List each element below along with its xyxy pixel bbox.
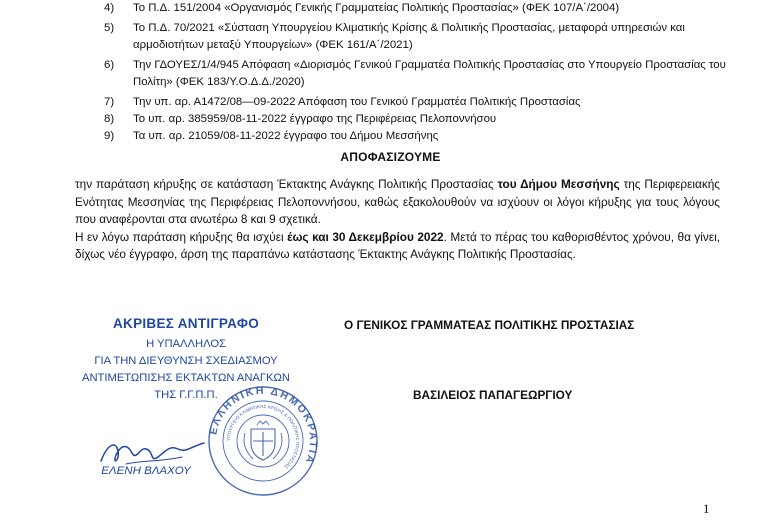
reference-item [0, 57, 781, 91]
page-number: 1 [703, 501, 710, 516]
copy-stamp-line: Η ΥΠΑΛΛΗΛΟΣ [146, 338, 226, 350]
reference-text: Το Π.Δ. 151/2004 «Οργανισμός Γενικής Γραμματείας Πολιτικής Προστασίας» (ΦΕΚ 107/Α΄/2004) [133, 2, 620, 14]
decision-body [75, 176, 720, 264]
official-seal [207, 385, 319, 497]
reference-text: Την ΓΔΟΥΕΣ/1/4/945 Απόφαση «Διορισμός Γενικού Γραμματέα Πολιτικής Προστασίας στο Υπουργείο Προστασίας του Πολίτη» (ΦΕΚ 183/Υ.Ο.Δ.Δ./2020) [133, 59, 726, 88]
reference-item [0, 94, 781, 111]
seal-inner-text: ΥΠΟΥΡΓΕΙΟ ΚΛΙΜΑΤΙΚΗΣ ΚΡΙΣΗΣ & ΠΟΛΙΤΙΚΗΣ ΠΡΟΣΤΑΣΙΑΣ [225, 403, 301, 470]
signatory-name: ΒΑΣΙΛΕΙΟΣ ΠΑΠΑΓΕΩΡΓΙΟΥ [413, 388, 573, 402]
reference-number: 8) [104, 113, 115, 125]
coat-of-arms-icon [244, 421, 282, 460]
reference-item [0, 111, 781, 128]
reference-item [0, 20, 781, 54]
reference-text: Το Π.Δ. 70/2021 «Σύσταση Υπουργείου Κλιματικής Κρίσης & Πολιτικής Προστασίας, μεταφορά υπηρεσιών και αρμοδιοτήτων μεταξύ Υπουργείων» (ΦΕΚ 161/Α΄/2021) [133, 22, 685, 51]
copy-signer-name: ΕΛΕΝΗ ΒΛΑΧΟΥ [101, 465, 191, 477]
decision-paragraph [75, 176, 720, 229]
signatory-title: Ο ΓΕΝΙΚΟΣ ΓΡΑΜΜΑΤΕΑΣ ΠΟΛΙΤΙΚΗΣ ΠΡΟΣΤΑΣΙΑΣ [344, 318, 635, 332]
decision-title: ΑΠΟΦΑΣΙΖΟΥΜΕ [340, 150, 441, 164]
municipality-name: του Δήμου Μεσσήνης [497, 177, 620, 191]
seal-outer-text: ΕΛΛΗΝΙΚΗ ΔΗΜΟΚΡΑΤΙΑ [207, 385, 319, 467]
copy-stamp-line: ΑΝΤΙΜΕΤΩΠΙΣΗΣ ΕΚΤΑΚΤΩΝ ΑΝΑΓΚΩΝ [82, 372, 290, 384]
reference-number: 5) [104, 22, 115, 34]
reference-text: Την υπ. αρ. Α1472/08—09-2022 Απόφαση του Γενικού Γραμματέα Πολιτικής Προστασίας [133, 96, 581, 108]
reference-list [0, 0, 781, 145]
reference-item [0, 128, 781, 145]
paragraph-text: της Περιφερειακής Ενότητας Μεσσηνίας της Περιφέρειας Πελοποννήσου, καθώς εξακολουθούν να ισχύουν οι λόγοι κήρυξης για τους λόγους που αναφέρονται στα ανωτέρω 8 και 9 σχετικά. [75, 177, 720, 226]
reference-number: 7) [104, 96, 115, 108]
deadline-date: έως και 30 Δεκεμβρίου 2022 [287, 229, 444, 244]
extension-paragraph [75, 229, 720, 264]
paragraph-text: την παράταση κήρυξης σε κατάσταση Έκτακτης Ανάγκης Πολιτικής Προστασίας [75, 177, 498, 191]
copy-stamp-line: ΤΗΣ Γ.Γ.Π.Π. [154, 389, 218, 401]
reference-number: 6) [104, 59, 115, 71]
true-copy-title: ΑΚΡΙΒΕΣ ΑΝΤΙΓΡΑΦΟ [112, 316, 260, 331]
reference-text: Τα υπ. αρ. 21059/08-11-2022 έγγραφο του Δήμου Μεσσήνης [133, 130, 439, 142]
reference-number: 9) [104, 130, 115, 142]
reference-item [0, 0, 781, 17]
paragraph-text: Η εν λόγω παράταση κήρυξης θα ισχύει [75, 229, 288, 244]
reference-number: 4) [104, 2, 115, 14]
paragraph-text: . Μετά το πέρας του καθορισθέντος χρόνου, θα γίνει, δίχως νέο έγγραφο, άρση της παραπάνω κατάστασης Έκτακτης Ανάγκης Πολιτικής Προστασίας. [75, 229, 720, 261]
copy-stamp-line: ΓΙΑ ΤΗΝ ΔΙΕΥΘΥΝΣΗ ΣΧΕΔΙΑΣΜΟΥ [94, 355, 278, 367]
reference-text: Το υπ. αρ. 385959/08-11-2022 έγγραφο της Περιφέρειας Πελοποννήσου [133, 113, 497, 125]
